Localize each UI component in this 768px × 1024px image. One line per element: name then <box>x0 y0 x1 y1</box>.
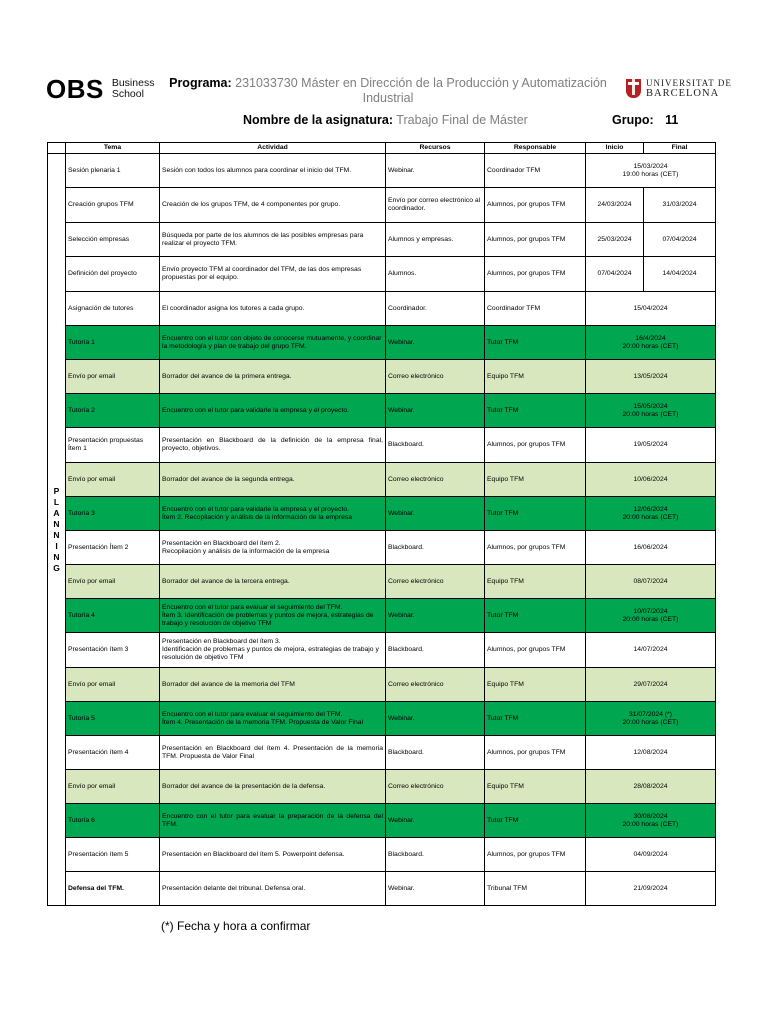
cell-recursos: Correo electrónico <box>386 668 485 702</box>
cell-responsable: Tutor TFM <box>485 804 586 838</box>
cell-recursos: Webinar. <box>386 497 485 531</box>
cell-fecha: 15/03/2024 19:00 horas (CET) <box>586 154 716 188</box>
header-side <box>48 143 66 154</box>
table-header-row <box>48 143 716 154</box>
cell-fecha: 14/07/2024 <box>586 633 716 668</box>
cell-actividad: Borrador del avance de la primera entrega. <box>160 360 386 394</box>
cell-tema: Tutoría 1 <box>66 326 160 360</box>
cell-final: 14/04/2024 <box>644 257 716 292</box>
cell-actividad: Sesión con todos los alumnos para coordinar el inicio del TFM. <box>160 154 386 188</box>
cell-actividad: Presentación en Blackboard del ítem 5. Powerpoint defensa. <box>160 838 386 872</box>
cell-responsable: Equipo TFM <box>485 463 586 497</box>
cell-tema: Envío por email <box>66 770 160 804</box>
cell-tema: Asignación de tutores <box>66 292 160 326</box>
cell-recursos: Webinar. <box>386 326 485 360</box>
column-header-actividad: Actividad <box>160 143 386 154</box>
column-header-inicio: Inicio <box>586 143 644 154</box>
cell-recursos: Webinar. <box>386 599 485 633</box>
cell-responsable: Equipo TFM <box>485 668 586 702</box>
cell-recursos: Correo electrónico <box>386 565 485 599</box>
cell-actividad: Encuentro con el tutor con objeto de conocerse mutuamente, y coordinar la metodología y plan de trabajo del grupo TFM. <box>160 326 386 360</box>
cell-tema: Envío por email <box>66 463 160 497</box>
cell-tema: Tutoría 4 <box>66 599 160 633</box>
cell-recursos: Webinar. <box>386 154 485 188</box>
cell-actividad: Búsqueda por parte de los alumnos de las posibles empresas para realizar el proyecto TFM. <box>160 223 386 257</box>
table-row <box>48 463 716 497</box>
cell-recursos: Alumnos y empresas. <box>386 223 485 257</box>
cell-responsable: Equipo TFM <box>485 565 586 599</box>
planning-letter: A <box>53 507 60 518</box>
cell-responsable: Alumnos, por grupos TFM <box>485 188 586 223</box>
cell-recursos: Blackboard. <box>386 736 485 770</box>
asignatura-heading <box>243 113 528 127</box>
grupo-heading <box>612 113 678 127</box>
cell-recursos: Correo electrónico <box>386 360 485 394</box>
cell-actividad: Presentación en Blackboard del ítem 4. Presentación de la memoria TFM. Propuesta de Valor Final <box>160 736 386 770</box>
cell-recursos: Correo electrónico <box>386 463 485 497</box>
obs-business-school-logo <box>46 76 154 102</box>
cell-recursos: Blackboard. <box>386 531 485 565</box>
cell-actividad: Envío proyecto TFM al coordinador del TFM, de las dos empresas propuestas por el equipo. <box>160 257 386 292</box>
table-row <box>48 770 716 804</box>
ub-shield-icon <box>626 79 641 98</box>
column-header-responsable: Responsable <box>485 143 586 154</box>
cell-responsable: Tutor TFM <box>485 326 586 360</box>
planning-letter: I <box>55 540 58 551</box>
cell-actividad: Presentación en Blackboard del ítem 3. Identificación de problemas y puntos de mejora, estrategias de trabajo y resolución de objetivo TFM <box>160 633 386 668</box>
cell-fecha: 12/06/2024 20:00 horas (CET) <box>586 497 716 531</box>
table-row <box>48 872 716 906</box>
cell-actividad: Encuentro con el tutor para validarle la empresa y el proyecto. Ítem 2. Recopilación y análisis de la información de la empresa <box>160 497 386 531</box>
cell-actividad: Borrador del avance de la presentación de la defensa. <box>160 770 386 804</box>
cell-tema: Presentación propuestas Ítem 1 <box>66 428 160 463</box>
cell-fecha: 21/09/2024 <box>586 872 716 906</box>
cell-recursos: Coordinador. <box>386 292 485 326</box>
cell-tema: Presentación ítem 3 <box>66 633 160 668</box>
cell-tema: Tutoría 3 <box>66 497 160 531</box>
cell-fecha: 15/05/2024 20:00 horas (CET) <box>586 394 716 428</box>
obs-logo-subtitle <box>112 78 155 100</box>
cell-fecha: 13/05/2024 <box>586 360 716 394</box>
column-header-final: Final <box>644 143 716 154</box>
cell-recursos: Blackboard. <box>386 838 485 872</box>
cell-fecha: 19/05/2024 <box>586 428 716 463</box>
table-row <box>48 668 716 702</box>
cell-inicio: 24/03/2024 <box>586 188 644 223</box>
programa-label: Programa: <box>169 76 232 90</box>
cell-inicio: 07/04/2024 <box>586 257 644 292</box>
cell-fecha: 16/06/2024 <box>586 531 716 565</box>
cell-fecha: 10/07/2024 20:00 horas (CET) <box>586 599 716 633</box>
cell-tema: Envío por email <box>66 565 160 599</box>
table-row <box>48 736 716 770</box>
cell-fecha: 04/09/2024 <box>586 838 716 872</box>
cell-actividad: Borrador del avance de la segunda entrega. <box>160 463 386 497</box>
cell-actividad: Encuentro con el tutor para evaluar el seguimiento del TFM. Ítem 4. Presentación de la memoria TFM. Propuesta de Valor Final <box>160 702 386 736</box>
grupo-label: Grupo: <box>612 113 654 127</box>
obs-logo-line2: School <box>111 88 144 100</box>
cell-fecha: 08/07/2024 <box>586 565 716 599</box>
cell-responsable: Tutor TFM <box>485 394 586 428</box>
ub-logo-line1: UNIVERSITAT DE <box>646 78 732 88</box>
cell-responsable: Alumnos, por grupos TFM <box>485 223 586 257</box>
cell-responsable: Coordinador TFM <box>485 292 586 326</box>
cell-actividad: El coordinador asigna los tutores a cada grupo. <box>160 292 386 326</box>
cell-fecha: 31/07/2024 (*) 20:00 horas (CET) <box>586 702 716 736</box>
cell-tema: Presentación ítem 4 <box>66 736 160 770</box>
cell-actividad: Encuentro con el tutor para evaluar el seguimiento del TFM. Ítem 3. Identificación de problemas y puntos de mejora, estrategias de trabajo y resolución de objetivo TFM <box>160 599 386 633</box>
cell-responsable: Alumnos, por grupos TFM <box>485 736 586 770</box>
cell-recursos: Alumnos. <box>386 257 485 292</box>
asignatura-value: Trabajo Final de Máster <box>396 113 528 127</box>
cell-actividad: Presentación delante del tribunal. Defensa oral. <box>160 872 386 906</box>
cell-inicio: 25/03/2024 <box>586 223 644 257</box>
cell-recursos: Webinar. <box>386 394 485 428</box>
table-row <box>48 838 716 872</box>
table-row <box>48 565 716 599</box>
table-row <box>48 599 716 633</box>
cell-actividad: Borrador del avance de la memoria del TFM <box>160 668 386 702</box>
ub-logo-line2: BARCELONA <box>646 88 720 99</box>
table-row <box>48 633 716 668</box>
cell-tema: Envío por email <box>66 668 160 702</box>
cell-responsable: Tribunal TFM <box>485 872 586 906</box>
cell-actividad: Presentación en Blackboard del ítem 2. Recopilación y análisis de la información de la empresa <box>160 531 386 565</box>
planning-table <box>47 142 716 906</box>
cell-tema: Defensa del TFM. <box>66 872 160 906</box>
cell-tema: Definición del proyecto <box>66 257 160 292</box>
cell-recursos: Blackboard. <box>386 633 485 668</box>
planning-letter: G <box>53 562 60 573</box>
cell-actividad: Encuentro con el tutor para validarle la empresa y el proyecto. <box>160 394 386 428</box>
cell-tema: Selección empresas <box>66 223 160 257</box>
obs-logo-line1: Business <box>111 77 155 89</box>
cell-fecha: 28/08/2024 <box>586 770 716 804</box>
cell-recursos: Webinar. <box>386 804 485 838</box>
cell-fecha: 29/07/2024 <box>586 668 716 702</box>
cell-responsable: Alumnos, por grupos TFM <box>485 428 586 463</box>
planning-letter: L <box>53 496 60 507</box>
table-row <box>48 428 716 463</box>
programa-heading <box>168 76 608 106</box>
planning-side-label <box>48 154 66 906</box>
cell-tema: Presentación Ítem 2 <box>66 531 160 565</box>
table-row <box>48 188 716 223</box>
table-row <box>48 497 716 531</box>
cell-fecha: 15/04/2024 <box>586 292 716 326</box>
planning-letter: P <box>53 485 60 496</box>
table-row <box>48 702 716 736</box>
cell-actividad: Presentación en Blackboard de la definición de la empresa final, proyecto, objetivos. <box>160 428 386 463</box>
cell-tema: Presentación ítem 5 <box>66 838 160 872</box>
table-row <box>48 394 716 428</box>
asignatura-label: Nombre de la asignatura: <box>243 113 394 127</box>
universitat-barcelona-logo <box>626 78 732 99</box>
cell-tema: Creación grupos TFM <box>66 188 160 223</box>
cell-recursos: Correo electrónico <box>386 770 485 804</box>
cell-tema: Tutoría 6 <box>66 804 160 838</box>
table-row <box>48 223 716 257</box>
column-header-tema: Tema <box>66 143 160 154</box>
cell-responsable: Tutor TFM <box>485 497 586 531</box>
cell-final: 07/04/2024 <box>644 223 716 257</box>
table-row <box>48 292 716 326</box>
cell-tema: Tutoría 2 <box>66 394 160 428</box>
obs-logo-word: OBS <box>46 74 104 104</box>
planning-letter: N <box>53 518 60 529</box>
table-row <box>48 154 716 188</box>
cell-actividad: Encuentro con el tutor para evaluar la preparación de la defensa del TFM. <box>160 804 386 838</box>
cell-fecha: 10/06/2024 <box>586 463 716 497</box>
cell-responsable: Alumnos, por grupos TFM <box>485 531 586 565</box>
table-row <box>48 326 716 360</box>
planning-letter: N <box>53 529 60 540</box>
cell-responsable: Equipo TFM <box>485 360 586 394</box>
cell-tema: Sesión plenaria 1 <box>66 154 160 188</box>
cell-fecha: 12/08/2024 <box>586 736 716 770</box>
table-row <box>48 257 716 292</box>
cell-recursos: Webinar. <box>386 702 485 736</box>
cell-fecha: 16/4/2024 20:00 horas (CET) <box>586 326 716 360</box>
cell-final: 31/03/2024 <box>644 188 716 223</box>
cell-recursos: Webinar. <box>386 872 485 906</box>
planning-letter: N <box>53 551 60 562</box>
cell-recursos: Envío por correo electrónico al coordinador. <box>386 188 485 223</box>
cell-responsable: Alumnos, por grupos TFM <box>485 633 586 668</box>
cell-responsable: Tutor TFM <box>485 702 586 736</box>
cell-responsable: Alumnos, por grupos TFM <box>485 838 586 872</box>
column-header-recursos: Recursos <box>386 143 485 154</box>
cell-fecha: 30/08/2024 20:00 horas (CET) <box>586 804 716 838</box>
cell-responsable: Tutor TFM <box>485 599 586 633</box>
cell-recursos: Blackboard. <box>386 428 485 463</box>
table-row <box>48 804 716 838</box>
table-row <box>48 360 716 394</box>
ub-logo-text <box>646 78 732 99</box>
table-row <box>48 531 716 565</box>
cell-responsable: Equipo TFM <box>485 770 586 804</box>
programa-value: 231033730 Máster en Dirección de la Producción y Automatización Industrial <box>235 76 607 105</box>
cell-actividad: Borrador del avance de la tercera entrega. <box>160 565 386 599</box>
cell-actividad: Creación de los grupos TFM, de 4 componentes por grupo. <box>160 188 386 223</box>
footnote: (*) Fecha y hora a confirmar <box>161 919 311 933</box>
cell-responsable: Alumnos, por grupos TFM <box>485 257 586 292</box>
cell-tema: Envío por email <box>66 360 160 394</box>
grupo-value: 11 <box>665 113 679 127</box>
cell-tema: Tutoría 5 <box>66 702 160 736</box>
cell-responsable: Coordinador TFM <box>485 154 586 188</box>
